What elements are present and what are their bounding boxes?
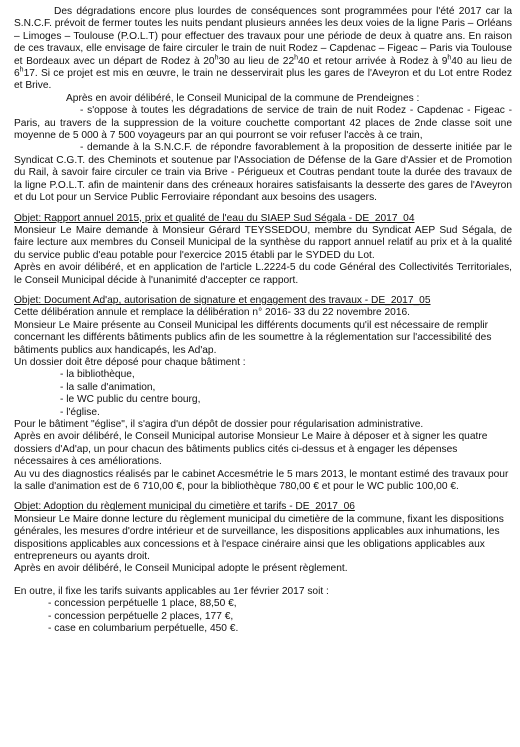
list-item: - concession perpétuelle 2 places, 177 €, xyxy=(48,610,234,622)
section-paragraph: Pour le bâtiment "église", il s'agira d'un dépôt de dossier pour régularisation administrative. xyxy=(14,419,424,430)
intro-text: Des dégradations encore plus lourdes de conséquences sont programmées pour l'été 2017 car la S.N.C.F. prévoit de fermer toutes les nuits pendant plusieurs années les deux voies de la ligne Paris – Orléans – Limoges – Toulouse (P.O.L.T) pour effectuer des travaux pour une période de deux à quatre ans. En raison de ces travaux, elle envisage de faire circuler le train de nuit Rodez – Capdenac – Figeac – Paris via Toulouse et Bordeaux avec un départ de Rodez à 20 xyxy=(14,6,512,67)
list-item: - concession perpétuelle 1 place, 88,50 €, xyxy=(48,598,237,610)
intro-paragraph xyxy=(14,6,512,93)
time-superscript: h xyxy=(294,54,299,62)
intro-text: 40 au lieu de 6 xyxy=(14,55,512,80)
section-paragraph: Après en avoir délibéré, le Conseil Municipal adopte le présent règlement. xyxy=(14,563,348,575)
list-item: - case en columbarium perpétuelle, 450 €. xyxy=(48,623,239,635)
section-paragraph: Au vu des diagnostics réalisés par le cabinet Accesmétrie le 5 mars 2013, le montant estimé des travaux pour la salle d'animation est de 6 710,00 €, pour la bibliothèque 780,00 € et pour le WC public 100,00 €. xyxy=(14,468,509,493)
list-item: - l'église. xyxy=(60,406,100,418)
list-item: - la bibliothèque, xyxy=(60,369,135,381)
section-heading: Objet: Document Ad'ap, autorisation de signature et engagement des travaux - DE_2017_05 xyxy=(14,294,431,306)
opposition-item: - s'oppose à toutes les dégradations de service de train de nuit Rodez - Capdenac - Figeac - Paris, au travers de la suppression de la voiture couchette comportant 42 places de 2nde classe soit une moyenne de 5 000 à 7 500 voyageurs par an qui pourront se voir refuser l'accès à ce train, xyxy=(14,105,512,142)
section-paragraph: En outre, il fixe les tarifs suivants applicables au 1er février 2017 soit : xyxy=(14,585,329,597)
section-paragraph: Après en avoir délibéré, le Conseil Municipal autorise Monsieur Le Maire à déposer et à signer les quatre dossiers d'Ad'ap, un pour chacun des bâtiments publics cités ci-dessus et à engager les dépenses nécessaires à ces améliorations. xyxy=(14,431,488,468)
section-paragraph: Un dossier doit être déposé pour chaque bâtiment : xyxy=(14,356,246,368)
section-cemetery xyxy=(14,501,512,635)
deliberation-text: Après en avoir délibéré, le Conseil Municipal de la commune de Prendeignes : xyxy=(66,92,420,104)
list-item: - la salle d'animation, xyxy=(60,381,156,393)
time-superscript: h xyxy=(214,54,219,62)
intro-text: 30 au lieu de 22 xyxy=(218,55,295,67)
request-item: - demande à la S.N.C.F. de répondre favorablement à la proposition de desserte initiée par le Syndicat C.G.T. des Cheminots et soutenue par l'Association de Défense de la Gare d'Assier et de Promotion du Rail, à savoir faire circuler ce train via Brive - Périgueux et Coutras pendant toute la durée des travaux de la ligne P.O.L.T. afin de maintenir dans des créneaux horaires satisfaisants la desserte des gares de l'Aveyron et du Lot pour un Service Public Ferroviaire répondant aux besoins des usagers. xyxy=(14,142,512,204)
time-superscript: h xyxy=(19,66,24,74)
section-paragraph: Monsieur Le Maire présente au Conseil Municipal les différents documents qu'il est nécessaire de remplir concernant les différents bâtiments publics afin de les soumettre à la réglementation sur l'accessibilité des bâtiments publics aux handicapés, les Ad'ap. xyxy=(14,319,492,356)
list-item: - le WC public du centre bourg, xyxy=(60,394,201,406)
time-superscript: h xyxy=(447,54,452,62)
intro-text: 17. Si ce projet est mis en œuvre, le train ne desservirait plus les gares de l'Aveyron et du Lot entre Rodez et Brive. xyxy=(14,68,512,92)
tariff-list xyxy=(14,598,512,635)
section-paragraph: Après en avoir délibéré, et en application de l'article L.2224-5 du code Général des Collectivités Territoriales, le Conseil Municipal décide à l'unanimité d'accepter ce rapport. xyxy=(14,262,512,286)
section-adap xyxy=(14,295,512,494)
building-list xyxy=(14,369,512,419)
section-paragraph: Monsieur Le Maire demande à Monsieur Gérard TEYSSEDOU, membre du Syndicat AEP Sud Ségala, de faire lecture aux membres du Conseil Municipal de la synthèse du rapport annuel relatif au prix et à la qualité du service public d'eau potable pour l'exercice 2015 établi par le SYDED du Lot. xyxy=(14,224,512,261)
section-water-report xyxy=(14,213,512,287)
section-heading: Objet: Rapport annuel 2015, prix et qualité de l'eau du SIAEP Sud Ségala - DE_2017_04 xyxy=(14,212,415,224)
section-heading: Objet: Adoption du règlement municipal du cimetière et tarifs - DE_2017_06 xyxy=(14,501,355,513)
spacer xyxy=(14,576,512,586)
section-paragraph: Monsieur Le Maire donne lecture du règlement municipal du cimetière de la commune, fixant les dispositions générales, les mesures d'ordre intérieur et de surveillance, les dispositions applicables aux inhumations, les dispositions applicables aux concessions et à l'espace cinéraire ainsi que les obligations applicables aux entrepreneurs ou ayants droit. xyxy=(14,513,504,563)
intro-text: 40 et retour arrivée à Rodez à 9 xyxy=(298,55,448,67)
section-paragraph: Cette délibération annule et remplace la délibération n° 2016- 33 du 22 novembre 2016. xyxy=(14,307,410,319)
